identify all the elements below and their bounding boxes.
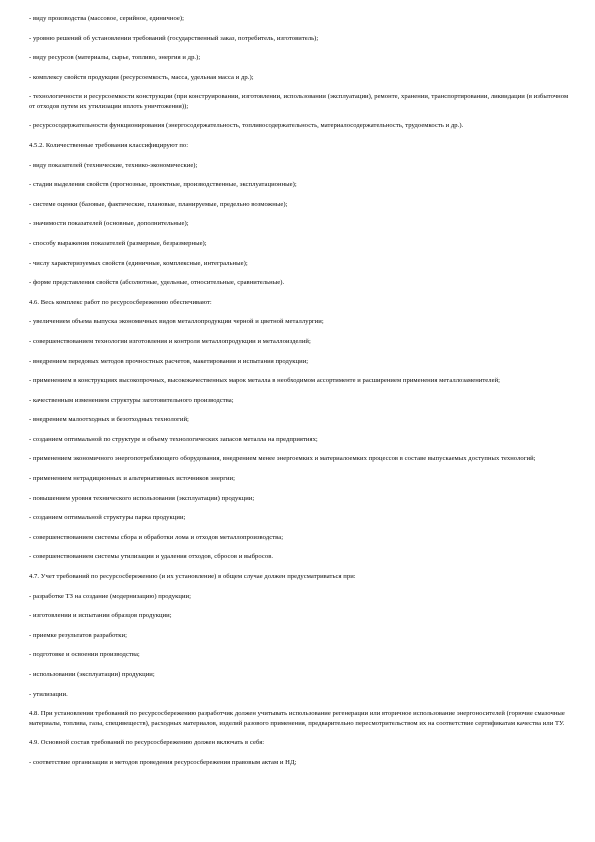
list-item: - увеличением объема выпуска экономичных видов металлопродукции черной и цветной металлургии; xyxy=(29,318,324,326)
section-heading: 4.6. Весь комплекс работ по ресурсосбережению обеспечивают: xyxy=(29,298,212,306)
list-item: - использовании (эксплуатации) продукции; xyxy=(29,671,155,678)
list-item: - соответствие организации и методов проведения ресурсосбережения правовым актам и НД; xyxy=(29,758,297,766)
list-item: - виду показателей (технические, технико-экономические); xyxy=(29,161,198,169)
list-item: - значимости показателей (основные, дополнительные); xyxy=(29,220,189,228)
list-item: - качественным изменением структуры заготовительного производства; xyxy=(29,396,234,404)
list-item: - созданием оптимальной по структуре и объему технологических запасов металла на предприятиях; xyxy=(29,435,318,443)
list-item: - совершенствованием системы утилизации и удаления отходов, сбросов и выбросов. xyxy=(29,553,274,561)
document-body xyxy=(29,14,569,777)
list-item: - ресурсосодержательности функционирования (энергосодержательность, топливосодержательность, материалосодержательность, трудоемкость и др.). xyxy=(29,122,464,130)
list-item: - повышением уровня технического использования (эксплуатации) продукции; xyxy=(29,494,255,502)
list-item: - виду производства (массовое, серийное, единичное); xyxy=(29,15,185,22)
list-item: - внедрением малоотходных и безотходных технологий; xyxy=(29,416,189,424)
list-item: - применением нетрадиционных и альтернативных источников энергии; xyxy=(29,475,235,483)
list-item: - уровню решений об установлении требований (государственный заказ, потребитель, изготовитель); xyxy=(29,34,319,42)
list-item: - технологичности и ресурсоемкости конструкции (при конструировании, изготовлении, использовании (эксплуатации), ремонте, хранении, транспортировании, ликвидации (в избыточном от отходов путем их утилизации вплоть уничтожения)); xyxy=(29,93,569,110)
list-item: - применением в конструкциях высокопрочных, высококачественных марок металла в необходимом ассортименте и расширением применения металлозаменителей; xyxy=(29,377,501,385)
list-item: - виду ресурсов (материалы, сырье, топливо, энергия и др.); xyxy=(29,54,201,62)
list-item: - приемке результатов разработки; xyxy=(29,631,128,639)
list-item: - способу выражения показателей (размерные, безразмерные); xyxy=(29,239,207,247)
section-heading: 4.9. Основной состав требований по ресурсосбережению должен включать в себя: xyxy=(29,739,265,747)
list-item: - применением экономичного энергопотребляющего оборудования, внедрением менее энергоемких и материалоемких процессов в составе выпускаемых доступных технологий; xyxy=(29,455,536,463)
list-item: - стадии выделения свойств (прогнозные, проектные, производственные, эксплуатационные); xyxy=(29,181,297,189)
list-item: - подготовке и освоении производства; xyxy=(29,651,140,659)
section-heading: 4.7. Учет требований по ресурсосбережению (и их установление) в общем случае должен предусматриваться при: xyxy=(29,573,356,581)
list-item: - форме представления свойств (абсолютные, удельные, относительные, сравнительные). xyxy=(29,279,285,287)
list-item: - утилизации. xyxy=(29,690,68,698)
list-item: - внедрением передовых методов прочностных расчетов, макетирования и испытания продукции; xyxy=(29,357,309,365)
list-item: - системе оценки (базовые, фактические, плановые, планируемые, предельно возможные); xyxy=(29,200,288,208)
list-item: - совершенствованием технологии изготовления и контроля металлопродукции и металлоизделий; xyxy=(29,337,311,345)
section-heading: 4.5.2. Количественные требования классифицируют по: xyxy=(29,141,189,149)
list-item: - разработке ТЗ на создание (модернизацию) продукции; xyxy=(29,592,191,600)
list-item: - созданием оптимальной структуры парка продукции; xyxy=(29,514,186,522)
section-paragraph: 4.8. При установлении требований по ресурсосбережению разработчик должен учитывать использование регенерации или вторичное использование энергоносителей (горючие смазочные материалы, топлива, газы, специвеществ), расходных материалов, изделий разового применения, предварительно пересмотрительством их на соответствие сертификатам качества или ТУ. xyxy=(29,710,565,727)
list-item: - числу характеризуемых свойств (единичные, комплексные, интегральные); xyxy=(29,259,248,267)
list-item: - совершенствованием системы сбора и обработки лома и отходов металлопроизводства; xyxy=(29,533,284,541)
list-item: - комплексу свойств продукции (ресурсоемкость, масса, удельная масса и др.); xyxy=(29,73,254,81)
list-item: - изготовлении и испытании образцов продукции; xyxy=(29,612,172,620)
